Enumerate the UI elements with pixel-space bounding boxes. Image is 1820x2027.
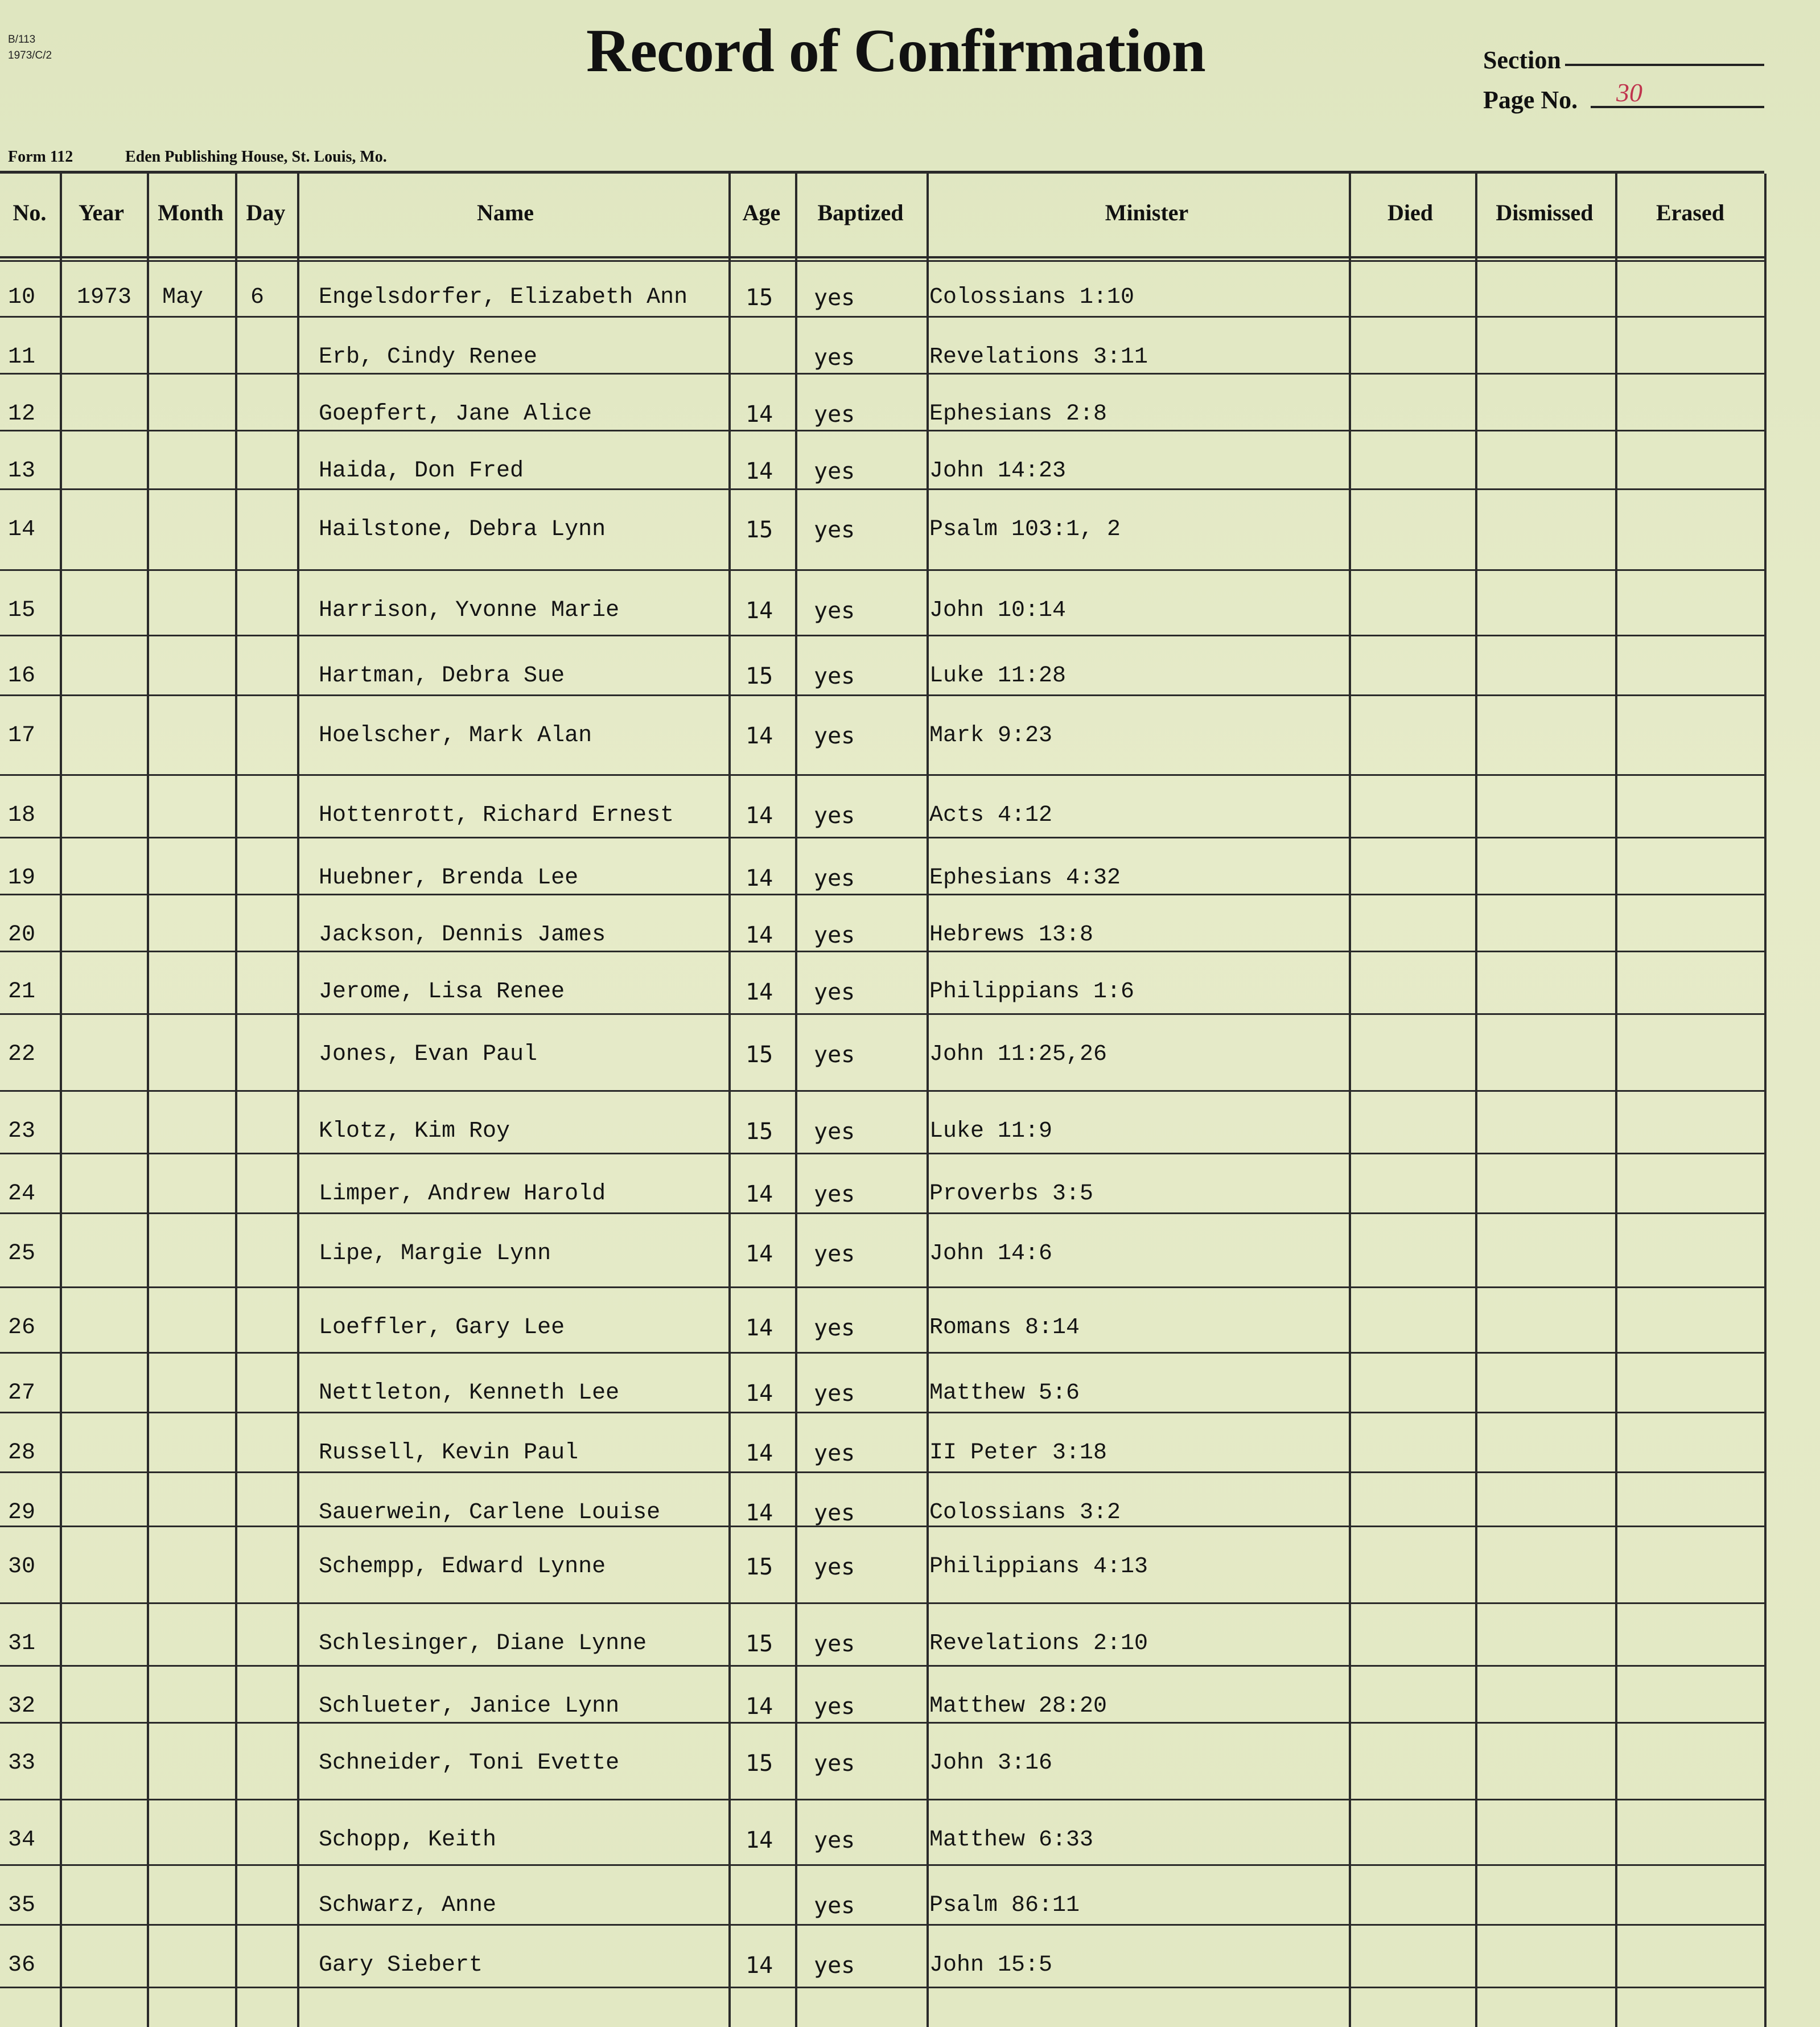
cell-no: 12: [8, 401, 36, 427]
cell-baptized: yes: [814, 1315, 855, 1341]
column-header-erased: Erased: [1656, 200, 1724, 225]
header-bottom-rule-inner: [0, 260, 1764, 262]
archive-stamp-line2: 1973/C/2: [8, 50, 52, 61]
cell-age: 14: [746, 1181, 773, 1207]
cell-baptized: yes: [814, 1119, 855, 1145]
cell-minister: Philippians 1:6: [929, 979, 1135, 1005]
column-header-minister: Minister: [1105, 200, 1189, 225]
cell-minister: Colossians 1:10: [929, 285, 1135, 310]
row-divider: [0, 1987, 1764, 1988]
cell-baptized: yes: [814, 1750, 855, 1777]
cell-minister: Ephesians 2:8: [929, 401, 1107, 427]
cell-minister: Hebrews 13:8: [929, 922, 1094, 948]
cell-age: 14: [746, 1952, 773, 1979]
row-divider: [0, 774, 1764, 776]
cell-age: 15: [746, 663, 773, 689]
cell-name: Goepfert, Jane Alice: [319, 401, 592, 427]
cell-minister: Luke 11:9: [929, 1119, 1053, 1144]
cell-age: 14: [746, 865, 773, 891]
column-header-day: Day: [246, 200, 286, 225]
cell-baptized: yes: [814, 1181, 855, 1207]
cell-baptized: yes: [814, 1380, 855, 1407]
column-divider: [728, 174, 731, 2027]
row-divider: [0, 1799, 1764, 1800]
cell-no: 16: [8, 663, 36, 689]
column-divider: [1349, 174, 1351, 2027]
cell-name: Haida, Don Fred: [319, 458, 524, 484]
header-bottom-rule: [0, 256, 1764, 258]
cell-minister: John 11:25,26: [929, 1042, 1107, 1067]
row-divider: [0, 569, 1764, 571]
cell-minister: John 15:5: [929, 1952, 1053, 1978]
form-number: Form 112: [8, 148, 73, 166]
row-divider: [0, 951, 1764, 952]
cell-age: 14: [746, 803, 773, 829]
publisher: Eden Publishing House, St. Louis, Mo.: [125, 148, 387, 166]
cell-name: Hottenrott, Richard Ernest: [319, 803, 674, 828]
cell-minister: Psalm 103:1, 2: [929, 517, 1121, 542]
row-divider: [0, 430, 1764, 431]
column-header-year: Year: [79, 200, 124, 225]
cell-name: Jones, Evan Paul: [319, 1042, 538, 1067]
cell-day: 6: [250, 285, 265, 310]
cell-name: Hoelscher, Mark Alan: [319, 723, 592, 749]
cell-age: 14: [746, 401, 773, 427]
row-divider: [0, 1665, 1764, 1667]
column-divider: [1475, 174, 1477, 2027]
cell-minister: Philippians 4:13: [929, 1554, 1148, 1580]
cell-baptized: yes: [814, 1893, 855, 1919]
row-divider: [0, 1153, 1764, 1154]
cell-no: 25: [8, 1241, 36, 1267]
column-header-no: No.: [13, 200, 47, 225]
cell-minister: Luke 11:28: [929, 663, 1067, 689]
row-divider: [0, 1212, 1764, 1214]
cell-no: 14: [8, 517, 36, 542]
cell-name: Schlueter, Janice Lynn: [319, 1693, 620, 1719]
cell-name: Schneider, Toni Evette: [319, 1750, 620, 1776]
cell-name: Hailstone, Debra Lynn: [319, 517, 606, 542]
page-title: Record of Confirmation: [586, 17, 1205, 85]
column-divider: [297, 174, 299, 2027]
cell-age: 15: [746, 517, 773, 543]
cell-age: 14: [746, 598, 773, 624]
cell-name: Schempp, Edward Lynne: [319, 1554, 606, 1580]
cell-no: 18: [8, 803, 36, 828]
cell-baptized: yes: [814, 723, 855, 749]
cell-baptized: yes: [814, 1440, 855, 1466]
cell-name: Klotz, Kim Roy: [319, 1119, 510, 1144]
cell-minister: Romans 8:14: [929, 1315, 1080, 1341]
cell-age: 14: [746, 1500, 773, 1526]
row-divider: [0, 1286, 1764, 1288]
row-divider: [0, 1013, 1764, 1015]
cell-age: 14: [746, 458, 773, 484]
cell-year: 1973: [77, 285, 132, 310]
cell-no: 28: [8, 1440, 36, 1466]
archive-stamp-line1: B/113: [8, 34, 36, 46]
column-divider: [927, 174, 929, 2027]
cell-name: Huebner, Brenda Lee: [319, 865, 579, 891]
cell-baptized: yes: [814, 979, 855, 1005]
row-divider: [0, 1352, 1764, 1354]
cell-name: Jerome, Lisa Renee: [319, 979, 565, 1005]
cell-no: 35: [8, 1893, 36, 1918]
cell-age: 14: [746, 723, 773, 749]
cell-age: 14: [746, 1693, 773, 1720]
cell-name: Schopp, Keith: [319, 1827, 497, 1853]
cell-minister: Psalm 86:11: [929, 1893, 1080, 1918]
cell-no: 34: [8, 1827, 36, 1853]
row-divider: [0, 1090, 1764, 1092]
cell-baptized: yes: [814, 1241, 855, 1267]
row-divider: [0, 1602, 1764, 1604]
cell-name: Loeffler, Gary Lee: [319, 1315, 565, 1341]
column-header-month: Month: [158, 200, 224, 225]
cell-age: 14: [746, 1440, 773, 1466]
cell-minister: II Peter 3:18: [929, 1440, 1107, 1466]
cell-minister: Ephesians 4:32: [929, 865, 1121, 891]
cell-age: 15: [746, 1750, 773, 1777]
column-divider: [1615, 174, 1617, 2027]
cell-age: 14: [746, 1827, 773, 1853]
column-header-baptized: Baptized: [817, 200, 904, 225]
cell-no: 30: [8, 1554, 36, 1580]
column-divider: [60, 174, 62, 2027]
row-divider: [0, 373, 1764, 375]
column-divider: [235, 174, 237, 2027]
cell-baptized: yes: [814, 663, 855, 689]
cell-no: 27: [8, 1380, 36, 1406]
cell-baptized: yes: [814, 803, 855, 829]
cell-name: Sauerwein, Carlene Louise: [319, 1500, 661, 1526]
cell-no: 10: [8, 285, 36, 310]
cell-name: Russell, Kevin Paul: [319, 1440, 579, 1466]
column-divider: [795, 174, 797, 2027]
cell-name: Schlesinger, Diane Lynne: [319, 1631, 647, 1656]
cell-month: May: [162, 285, 204, 310]
cell-minister: Mark 9:23: [929, 723, 1053, 749]
cell-baptized: yes: [814, 285, 855, 311]
row-divider: [0, 635, 1764, 636]
cell-age: 15: [746, 1119, 773, 1145]
row-divider: [0, 894, 1764, 895]
archive-stamp: [8, 32, 52, 64]
cell-no: 21: [8, 979, 36, 1005]
cell-baptized: yes: [814, 1042, 855, 1068]
cell-no: 29: [8, 1500, 36, 1526]
cell-name: Gary Siebert: [319, 1952, 483, 1978]
row-divider: [0, 488, 1764, 490]
section-field-line: [1565, 64, 1764, 66]
cell-name: Hartman, Debra Sue: [319, 663, 565, 689]
cell-baptized: yes: [814, 1500, 855, 1526]
cell-minister: Revelations 2:10: [929, 1631, 1148, 1656]
column-header-dismissed: Dismissed: [1496, 200, 1593, 225]
cell-baptized: yes: [814, 401, 855, 427]
cell-no: 33: [8, 1750, 36, 1776]
cell-no: 24: [8, 1181, 36, 1207]
cell-name: Jackson, Dennis James: [319, 922, 606, 948]
cell-age: 15: [746, 1631, 773, 1657]
table-top-rule: [0, 171, 1764, 174]
cell-name: Erb, Cindy Renee: [319, 344, 538, 370]
page-no-value: 30: [1616, 78, 1642, 107]
cell-no: 23: [8, 1119, 36, 1144]
cell-no: 26: [8, 1315, 36, 1341]
cell-no: 32: [8, 1693, 36, 1719]
column-divider: [147, 174, 149, 2027]
cell-minister: Revelations 3:11: [929, 344, 1148, 370]
cell-baptized: yes: [814, 517, 855, 543]
cell-age: 15: [746, 1042, 773, 1068]
cell-baptized: yes: [814, 1554, 855, 1580]
cell-name: Lipe, Margie Lynn: [319, 1241, 551, 1267]
row-divider: [0, 1722, 1764, 1724]
column-header-died: Died: [1387, 200, 1433, 225]
cell-baptized: yes: [814, 598, 855, 624]
row-divider: [0, 1864, 1764, 1866]
cell-age: 14: [746, 1315, 773, 1341]
cell-baptized: yes: [814, 922, 855, 948]
cell-age: 14: [746, 922, 773, 948]
cell-name: Schwarz, Anne: [319, 1893, 497, 1918]
cell-baptized: yes: [814, 1693, 855, 1720]
page-no-label: Page No.: [1483, 86, 1578, 114]
row-divider: [0, 837, 1764, 838]
row-divider: [0, 316, 1764, 318]
cell-baptized: yes: [814, 1827, 855, 1853]
cell-minister: John 3:16: [929, 1750, 1053, 1776]
cell-no: 36: [8, 1952, 36, 1978]
cell-age: 14: [746, 979, 773, 1005]
cell-no: 13: [8, 458, 36, 484]
cell-age: 15: [746, 285, 773, 311]
cell-baptized: yes: [814, 1952, 855, 1979]
cell-no: 11: [8, 344, 36, 370]
cell-baptized: yes: [814, 865, 855, 891]
cell-no: 22: [8, 1042, 36, 1067]
cell-minister: John 14:6: [929, 1241, 1053, 1267]
cell-no: 19: [8, 865, 36, 891]
row-divider: [0, 1924, 1764, 1926]
cell-minister: Matthew 28:20: [929, 1693, 1107, 1719]
cell-no: 15: [8, 598, 36, 623]
table-right-rule: [1764, 174, 1767, 2027]
cell-name: Nettleton, Kenneth Lee: [319, 1380, 620, 1406]
cell-no: 20: [8, 922, 36, 948]
section-label: Section: [1483, 46, 1561, 74]
cell-minister: Acts 4:12: [929, 803, 1053, 828]
cell-no: 17: [8, 723, 36, 749]
column-header-name: Name: [477, 200, 534, 225]
cell-name: Harrison, Yvonne Marie: [319, 598, 620, 623]
row-divider: [0, 1471, 1764, 1473]
cell-age: 15: [746, 1554, 773, 1580]
cell-name: Engelsdorfer, Elizabeth Ann: [319, 285, 688, 310]
column-header-age: Age: [742, 200, 781, 225]
cell-minister: John 10:14: [929, 598, 1067, 623]
cell-age: 14: [746, 1380, 773, 1407]
cell-minister: John 14:23: [929, 458, 1067, 484]
row-divider: [0, 694, 1764, 696]
cell-minister: Colossians 3:2: [929, 1500, 1121, 1526]
row-divider: [0, 1412, 1764, 1413]
cell-name: Limper, Andrew Harold: [319, 1181, 606, 1207]
cell-minister: Matthew 6:33: [929, 1827, 1094, 1853]
cell-no: 31: [8, 1631, 36, 1656]
cell-baptized: yes: [814, 1631, 855, 1657]
cell-minister: Matthew 5:6: [929, 1380, 1080, 1406]
cell-baptized: yes: [814, 458, 855, 484]
cell-age: 14: [746, 1241, 773, 1267]
cell-minister: Proverbs 3:5: [929, 1181, 1094, 1207]
row-divider: [0, 1526, 1764, 1527]
cell-baptized: yes: [814, 344, 855, 371]
